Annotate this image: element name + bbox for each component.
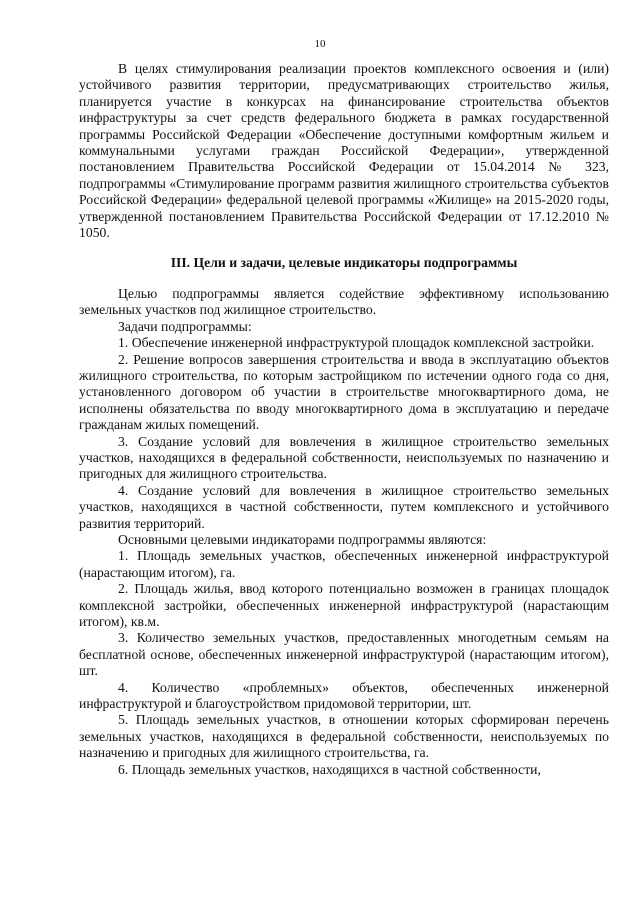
indicator-item: 2. Площадь жилья, ввод которого потенциально возможен в границах площадок комплексной застройки, обеспеченных инженерной инфраструктурой (нарастающим итогом), кв.м. [79,581,609,629]
task-item: 3. Создание условий для вовлечения в жилищное строительство земельных участков, находящихся в федеральной собственности, неиспользуемых по назначению и пригодных для жилищного строительства. [79,433,609,482]
task-item: 1. Обеспечение инженерной инфраструктурой площадок комплексной застройки. [118,335,595,351]
indicators-heading: Основными целевыми индикаторами подпрограммы являются: [118,531,487,547]
indicator-item: 5. Площадь земельных участков, в отношении которых сформирован перечень земельных участков, находящихся в федеральной собственности, неиспользуемых по назначению и пригодных для жилищного строительства, га. [79,712,609,761]
page-number: 10 [314,38,326,50]
page-content [79,61,609,778]
section-title: III. Цели и задачи, целевые индикаторы подпрограммы [170,255,518,271]
tasks-heading: Задачи подпрограммы: [118,318,252,334]
indicator-item: 4. Количество «проблемных» объектов, обеспеченных инженерной инфраструктурой и благоустройством придомовой территории, шт. [79,679,609,712]
task-item: 4. Создание условий для вовлечения в жилищное строительство земельных участков, находящихся в частной собственности, путем комплексного и устойчивого развития территорий. [79,482,609,531]
indicator-item: 1. Площадь земельных участков, обеспеченных инженерной инфраструктурой (нарастающим итогом), га. [79,548,609,580]
task-item: 2. Решение вопросов завершения строительства и ввода в эксплуатацию объектов жилищного строительства, по которым застройщиком по истечении одного года со дня, установленного договором об участии в строительстве многоквартирного дома, не исполнены обязательства по вводу многоквартирного дома в эксплуатацию и передаче гражданам жилых помещений. [79,351,609,433]
indicator-item: 6. Площадь земельных участков, находящихся в частной собственности, [118,761,541,777]
indicator-item: 3. Количество земельных участков, предоставленных многодетным семьям на бесплатной основе, обеспеченных инженерной инфраструктурой (нарастающим итогом), шт. [79,630,609,679]
goal-paragraph: Целью подпрограммы является содействие эффективному использованию земельных участков под жилищное строительство. [79,285,609,318]
intro-paragraph: В целях стимулирования реализации проектов комплексного освоения и (или) устойчивого развития территории, предусматривающих строительство жилья, планируется участие в конкурсах на финансирование строительства объектов инфраструктуры за счет средств федерального бюджета в рамках государственной программы Российской Федерации «Обеспечение доступными комфортным жильем и коммунальными услугами граждан Российской Федерации», утвержденной постановлением Правительства Российской Федерации от 15.04.2014 № 323, подпрограммы «Стимулирование программ развития жилищного строительства субъектов Российской Федерации» федеральной целевой программы «Жилище» на 2015-2020 годы, утвержденной постановлением Правительства Российской Федерации от 17.12.2010 № 1050. [79,61,609,241]
